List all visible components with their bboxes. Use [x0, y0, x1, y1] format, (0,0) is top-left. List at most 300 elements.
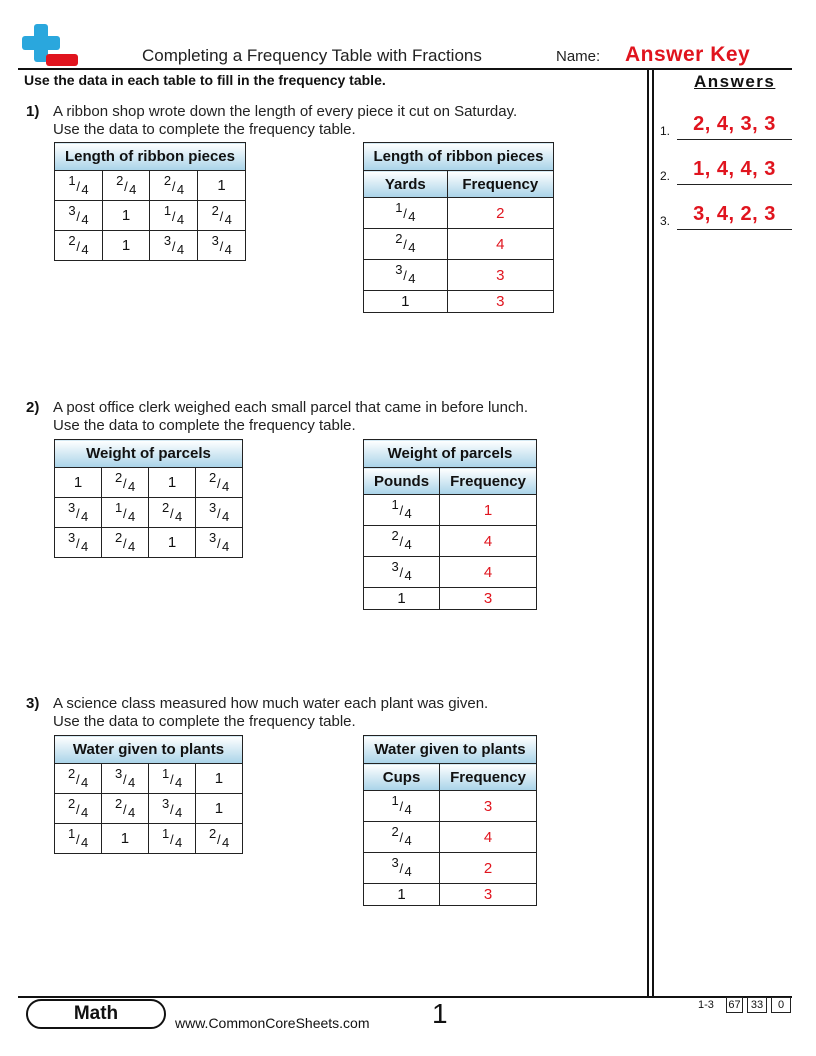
- score-box: 67: [726, 997, 743, 1013]
- fraction-slash: /: [399, 533, 404, 549]
- fraction-denominator: 4: [222, 538, 230, 554]
- fraction: [390, 792, 414, 816]
- table-header-row: [364, 171, 554, 198]
- fraction-numerator: 2: [162, 499, 170, 515]
- problem-line: A ribbon shop wrote down the length of every piece it cut on Saturday.: [53, 103, 518, 120]
- frequency-answer: 3: [447, 291, 553, 313]
- table-row: [364, 526, 537, 557]
- data-cell: [101, 764, 148, 794]
- table-row: [55, 824, 243, 854]
- frequency-answer: 2: [440, 853, 537, 884]
- fraction-numerator: 2: [67, 765, 76, 781]
- fraction: [207, 469, 231, 493]
- table-header-row: [364, 764, 537, 791]
- data-cell: [198, 201, 246, 231]
- fraction-slash: /: [171, 208, 176, 224]
- fraction: [66, 499, 90, 523]
- fraction-numerator: 1: [115, 499, 123, 515]
- value-cell: [364, 260, 448, 291]
- fraction-denominator: 4: [224, 211, 232, 227]
- table-title-row: [364, 143, 554, 171]
- value-cell: [364, 884, 440, 906]
- fraction-slash: /: [216, 831, 221, 847]
- fraction-slash: /: [217, 505, 221, 521]
- fraction-numerator: 2: [391, 527, 399, 543]
- data-cell: [196, 498, 243, 528]
- fraction: [160, 795, 184, 819]
- data-cell: [148, 764, 195, 794]
- fraction-numerator: 2: [67, 795, 76, 811]
- fraction-denominator: 4: [80, 804, 89, 820]
- footer-rule: [18, 996, 792, 998]
- unit-column-header: Yards: [364, 171, 448, 198]
- fraction-slash: /: [403, 205, 407, 221]
- table-row: [364, 260, 554, 291]
- fraction-denominator: 4: [129, 181, 137, 197]
- fraction-numerator: 2: [395, 230, 403, 246]
- table-row: [364, 791, 537, 822]
- score-range: 1-3: [698, 999, 714, 1011]
- data-cell: [101, 794, 148, 824]
- frequency-answer: 2: [447, 198, 553, 229]
- data-cell: [102, 528, 149, 558]
- fraction-slash: /: [76, 505, 80, 521]
- fraction: [162, 202, 186, 226]
- fraction-numerator: 2: [68, 232, 76, 248]
- frequency-answer: 3: [440, 791, 537, 822]
- data-cell: [55, 528, 102, 558]
- fraction-numerator: 3: [395, 261, 403, 277]
- data-cell: [55, 468, 102, 498]
- whole-number: 1: [167, 474, 177, 491]
- unit-column-header: Cups: [364, 764, 440, 791]
- data-cell: [102, 498, 149, 528]
- whole-number: 1: [401, 292, 410, 310]
- whole-number: 1: [397, 589, 406, 607]
- value-cell: [364, 853, 440, 884]
- data-cell: [150, 171, 198, 201]
- table-row: [364, 853, 537, 884]
- fraction-slash: /: [169, 831, 174, 847]
- data-cell: [55, 201, 103, 231]
- fraction-slash: /: [76, 178, 80, 194]
- fraction-slash: /: [124, 178, 128, 194]
- fraction-denominator: 4: [174, 804, 183, 820]
- frequency-answer: 1: [440, 495, 537, 526]
- frequency-column-header: Frequency: [440, 468, 537, 495]
- data-cell: [102, 468, 149, 498]
- fraction: [66, 202, 90, 226]
- fraction-denominator: 4: [222, 478, 230, 494]
- subject-badge: Math: [26, 999, 166, 1029]
- fraction: [390, 823, 414, 847]
- table-row: [55, 498, 243, 528]
- fraction-denominator: 4: [222, 508, 230, 524]
- fraction-numerator: 3: [163, 232, 172, 248]
- value-cell: [364, 557, 440, 588]
- fraction-slash: /: [123, 505, 127, 521]
- data-cell: [55, 764, 102, 794]
- fraction: [207, 825, 231, 849]
- answer-value: 2, 4, 3, 3: [693, 113, 776, 135]
- fraction-numerator: 1: [161, 825, 170, 841]
- fraction-numerator: 2: [391, 823, 399, 839]
- data-cell: [149, 468, 196, 498]
- page-number: 1: [432, 998, 448, 1029]
- data-cell: [150, 201, 198, 231]
- frequency-answer: 4: [447, 229, 553, 260]
- fraction-denominator: 4: [408, 270, 416, 286]
- table-row: [364, 557, 537, 588]
- table-title: Water given to plants: [364, 736, 537, 764]
- table-title: Water given to plants: [55, 736, 243, 764]
- fraction-numerator: 3: [211, 232, 219, 248]
- answer-key-label: Answer Key: [625, 43, 751, 66]
- answer-number: 2.: [660, 169, 671, 183]
- fraction-slash: /: [76, 238, 80, 254]
- fraction-slash: /: [217, 535, 221, 551]
- fraction-numerator: 2: [114, 795, 123, 811]
- frequency-table: [363, 735, 537, 906]
- fraction: [113, 529, 137, 553]
- table-row: [364, 198, 554, 229]
- frequency-answer: 4: [440, 557, 537, 588]
- data-cell: [55, 824, 102, 854]
- data-cell: [55, 794, 102, 824]
- whole-number: 1: [120, 830, 130, 847]
- fraction: [210, 202, 234, 226]
- data-cell: [198, 171, 246, 201]
- fraction-numerator: 1: [395, 199, 403, 215]
- fraction-slash: /: [75, 831, 80, 847]
- fraction-denominator: 4: [404, 863, 412, 879]
- problem-text: [53, 695, 488, 731]
- fraction-slash: /: [399, 798, 404, 814]
- fraction-denominator: 4: [81, 241, 89, 257]
- whole-number: 1: [167, 534, 177, 551]
- fraction: [393, 261, 417, 285]
- table-row: [55, 764, 243, 794]
- whole-number: 1: [214, 770, 224, 787]
- data-cell: [195, 794, 242, 824]
- fraction-denominator: 4: [80, 834, 89, 850]
- fraction-numerator: 3: [209, 529, 217, 545]
- data-cell: [148, 794, 195, 824]
- fraction-denominator: 4: [176, 241, 185, 257]
- data-cell: [195, 764, 242, 794]
- fraction-slash: /: [76, 535, 80, 551]
- problem-line: A post office clerk weighed each small parcel that came in before lunch.: [53, 399, 528, 416]
- problem-line: A science class measured how much water each plant was given.: [53, 695, 489, 712]
- data-cell: [195, 824, 242, 854]
- answer-number: 1.: [660, 124, 671, 138]
- fraction-denominator: 4: [80, 774, 89, 790]
- column-divider: [652, 70, 654, 996]
- table-row: [364, 291, 554, 313]
- fraction-slash: /: [403, 267, 407, 283]
- fraction-denominator: 4: [408, 208, 416, 224]
- fraction-denominator: 4: [81, 538, 89, 554]
- fraction-denominator: 4: [404, 536, 412, 552]
- fraction-numerator: 3: [68, 499, 76, 515]
- answer-line: [677, 229, 792, 231]
- data-table: [54, 735, 243, 854]
- frequency-column-header: Frequency: [440, 764, 537, 791]
- data-cell: [55, 498, 102, 528]
- answer-value: 3, 4, 2, 3: [693, 203, 776, 225]
- table-row: [364, 884, 537, 906]
- table-header-row: [55, 736, 243, 764]
- fraction: [113, 499, 137, 523]
- fraction-numerator: 2: [209, 469, 217, 485]
- name-label: Name:: [556, 48, 601, 65]
- table-title: Length of ribbon pieces: [364, 143, 554, 171]
- worksheet-title: Completing a Frequency Table with Fractions: [142, 46, 482, 65]
- fraction-denominator: 4: [224, 241, 232, 257]
- fraction-denominator: 4: [81, 211, 89, 227]
- data-cell: [102, 201, 150, 231]
- table-row: [55, 794, 243, 824]
- fraction-denominator: 4: [174, 834, 183, 850]
- frequency-table: [363, 142, 554, 313]
- fraction: [207, 529, 231, 553]
- data-cell: [150, 231, 198, 261]
- fraction-numerator: 3: [68, 202, 76, 218]
- fraction-slash: /: [122, 771, 127, 787]
- fraction: [114, 172, 138, 196]
- fraction: [160, 499, 184, 523]
- fraction: [390, 496, 414, 520]
- problem-number: 2): [26, 399, 40, 416]
- fraction-denominator: 4: [127, 804, 136, 820]
- fraction-slash: /: [399, 564, 404, 580]
- data-cell: [198, 231, 246, 261]
- frequency-answer: 4: [440, 526, 537, 557]
- fraction: [162, 232, 186, 256]
- fraction: [66, 765, 90, 789]
- fraction-numerator: 3: [161, 795, 170, 811]
- fraction-denominator: 4: [404, 567, 412, 583]
- frequency-answer: 4: [440, 822, 537, 853]
- fraction: [207, 499, 231, 523]
- fraction-denominator: 4: [404, 505, 412, 521]
- fraction: [160, 765, 184, 789]
- fraction-numerator: 1: [67, 825, 76, 841]
- table-header-row: [55, 440, 243, 468]
- fraction: [66, 825, 90, 849]
- whole-number: 1: [397, 885, 406, 903]
- table-row: [55, 231, 246, 261]
- problem-line: Use the data to complete the frequency table.: [53, 417, 356, 434]
- table-title-row: [364, 736, 537, 764]
- frequency-answer: 3: [440, 588, 537, 610]
- fraction-numerator: 3: [68, 529, 76, 545]
- fraction-denominator: 4: [81, 181, 89, 197]
- table-header-row: [364, 468, 537, 495]
- fraction-denominator: 4: [174, 774, 183, 790]
- fraction: [393, 199, 417, 223]
- fraction-denominator: 4: [127, 774, 136, 790]
- frequency-answer: 3: [447, 260, 553, 291]
- table-row: [364, 495, 537, 526]
- whole-number: 1: [217, 177, 226, 194]
- table-header-row: [55, 143, 246, 171]
- problem-number: 3): [26, 695, 40, 712]
- data-cell: [101, 824, 148, 854]
- fraction-denominator: 4: [81, 508, 89, 524]
- fraction-denominator: 4: [408, 239, 416, 255]
- value-cell: [364, 791, 440, 822]
- fraction-numerator: 1: [68, 172, 76, 188]
- problem-number: 1): [26, 103, 40, 120]
- frequency-column-header: Frequency: [447, 171, 553, 198]
- fraction-denominator: 4: [404, 832, 412, 848]
- footer-url: www.CommonCoreSheets.com: [175, 1015, 370, 1031]
- value-cell: [364, 291, 448, 313]
- value-cell: [364, 495, 440, 526]
- fraction-numerator: 2: [116, 172, 124, 188]
- data-cell: [55, 231, 103, 261]
- answers-title: Answers: [694, 72, 776, 91]
- data-cell: [102, 171, 150, 201]
- fraction: [160, 825, 184, 849]
- table-row: [364, 588, 537, 610]
- fraction: [390, 527, 414, 551]
- score-box: 33: [747, 997, 767, 1013]
- answer-number: 3.: [660, 214, 671, 228]
- data-table: [54, 142, 246, 261]
- whole-number: 1: [214, 800, 224, 817]
- fraction-numerator: 1: [161, 765, 170, 781]
- fraction: [113, 795, 137, 819]
- fraction-numerator: 3: [391, 558, 399, 574]
- answer-row: [660, 200, 792, 230]
- fraction-slash: /: [403, 236, 407, 252]
- column-divider: [647, 70, 649, 996]
- table-row: [364, 822, 537, 853]
- value-cell: [364, 229, 448, 260]
- data-table: [54, 439, 243, 558]
- fraction-denominator: 4: [404, 801, 412, 817]
- fraction-slash: /: [399, 860, 404, 876]
- fraction-slash: /: [123, 535, 127, 551]
- fraction-numerator: 3: [391, 854, 399, 870]
- data-cell: [149, 498, 196, 528]
- fraction-slash: /: [171, 238, 176, 254]
- fraction-numerator: 2: [115, 529, 123, 545]
- answer-row: [660, 110, 792, 140]
- fraction-slash: /: [219, 238, 224, 254]
- fraction: [162, 172, 186, 196]
- value-cell: [364, 526, 440, 557]
- fraction-slash: /: [169, 771, 174, 787]
- fraction-denominator: 4: [128, 508, 136, 524]
- fraction-slash: /: [171, 178, 176, 194]
- table-title: Length of ribbon pieces: [55, 143, 246, 171]
- problem-line: Use the data to complete the frequency table.: [53, 121, 356, 138]
- fraction-numerator: 2: [208, 825, 217, 841]
- fraction-numerator: 1: [391, 792, 399, 808]
- fraction-slash: /: [75, 801, 80, 817]
- fraction-slash: /: [122, 801, 127, 817]
- fraction: [393, 230, 417, 254]
- fraction-slash: /: [76, 208, 80, 224]
- whole-number: 1: [73, 474, 83, 491]
- data-cell: [149, 528, 196, 558]
- header-rule: [18, 68, 792, 70]
- fraction: [66, 529, 90, 553]
- fraction-denominator: 4: [128, 478, 136, 494]
- unit-column-header: Pounds: [364, 468, 440, 495]
- fraction-denominator: 4: [176, 181, 185, 197]
- fraction-slash: /: [170, 505, 174, 521]
- data-cell: [55, 171, 103, 201]
- value-cell: [364, 822, 440, 853]
- fraction: [210, 232, 234, 256]
- answer-line: [677, 139, 792, 141]
- fraction: [66, 795, 90, 819]
- fraction-slash: /: [219, 208, 224, 224]
- table-row: [55, 201, 246, 231]
- fraction-numerator: 1: [391, 496, 399, 512]
- table-row: [55, 468, 243, 498]
- problem-line: Use the data to complete the frequency table.: [53, 713, 356, 730]
- fraction-slash: /: [169, 801, 174, 817]
- fraction-slash: /: [123, 475, 127, 491]
- fraction-denominator: 4: [176, 211, 185, 227]
- problem-text: [53, 399, 528, 435]
- instructions: Use the data in each table to fill in the frequency table.: [24, 72, 386, 88]
- fraction: [390, 558, 414, 582]
- problem-text: [53, 103, 517, 139]
- value-cell: [364, 588, 440, 610]
- plus-minus-logo-icon: [22, 22, 78, 68]
- fraction-numerator: 2: [163, 172, 172, 188]
- fraction: [66, 172, 90, 196]
- fraction-denominator: 4: [128, 538, 136, 554]
- data-cell: [196, 528, 243, 558]
- fraction: [390, 854, 414, 878]
- table-row: [55, 171, 246, 201]
- table-title-row: [364, 440, 537, 468]
- table-row: [55, 528, 243, 558]
- score-box: 0: [771, 997, 791, 1013]
- fraction-numerator: 2: [211, 202, 219, 218]
- fraction: [66, 232, 90, 256]
- table-title: Weight of parcels: [364, 440, 537, 468]
- fraction-slash: /: [75, 771, 80, 787]
- whole-number: 1: [121, 237, 131, 254]
- value-cell: [364, 198, 448, 229]
- fraction-denominator: 4: [175, 508, 183, 524]
- fraction-numerator: 1: [163, 202, 172, 218]
- table-row: [364, 229, 554, 260]
- fraction-slash: /: [399, 502, 404, 518]
- table-title: Weight of parcels: [55, 440, 243, 468]
- fraction: [113, 469, 137, 493]
- fraction-numerator: 3: [114, 765, 123, 781]
- frequency-table: [363, 439, 537, 610]
- fraction-slash: /: [399, 829, 404, 845]
- fraction-numerator: 3: [209, 499, 217, 515]
- fraction-slash: /: [217, 475, 221, 491]
- answer-row: [660, 155, 792, 185]
- fraction-denominator: 4: [221, 834, 230, 850]
- answer-line: [677, 184, 792, 186]
- answer-value: 1, 4, 4, 3: [693, 158, 776, 180]
- data-cell: [102, 231, 150, 261]
- fraction: [113, 765, 137, 789]
